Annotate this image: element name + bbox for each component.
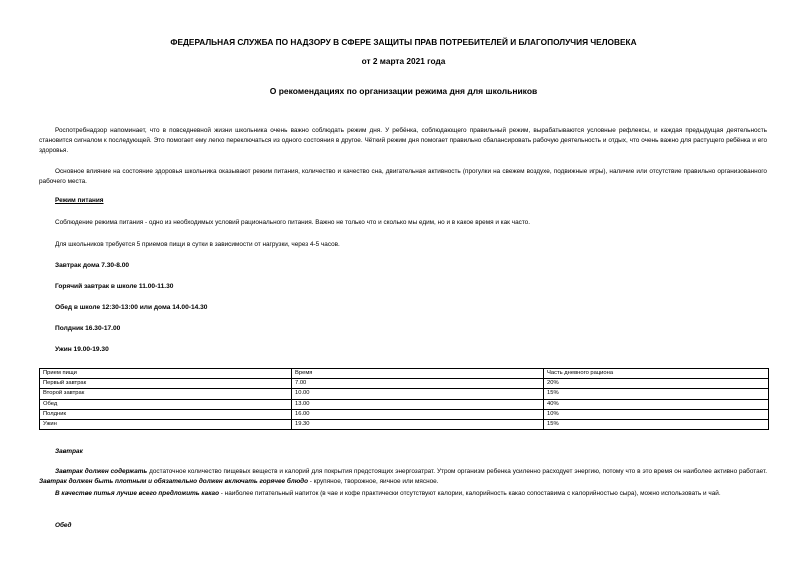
- table-cell: Обед: [40, 399, 292, 409]
- drink-lead: В качестве питья лучше всего предложить какао: [55, 490, 219, 497]
- document-date: от 2 марта 2021 года: [361, 56, 446, 66]
- meal-time-dinner: Ужин 19.00-19.30: [55, 346, 109, 353]
- breakfast-text-b: - крупяное, творожное, яичное или мясное.: [308, 478, 439, 485]
- table-cell: Первый завтрак: [40, 379, 292, 389]
- table-cell: 16.00: [292, 409, 544, 419]
- table-row: [40, 389, 769, 399]
- nutrition-paragraph-1: Соблюдение режима питания - одно из необходимых условий рационального питания. Важно не только что и сколько мы едим, но и в какое время и как часто.: [55, 219, 531, 226]
- table-cell: 10%: [544, 409, 769, 419]
- breakfast-paragraph-1: [39, 467, 767, 487]
- table-row: [40, 379, 769, 389]
- nutrition-paragraph-2: Для школьников требуется 5 приемов пищи в сутки в зависимости от нагрузки, через 4-5 часов.: [55, 241, 340, 248]
- table-cell: Второй завтрак: [40, 389, 292, 399]
- table-header-cell: Часть дневного рациона: [544, 369, 769, 379]
- breakfast-text-a: достаточное количество пищевых веществ и калорий для покрытия предстоящих энергозатрат. Утром организм ребенка усиленно расходует энергию, потому что в это время он наиболее активно работает.: [147, 468, 767, 475]
- nutrition-heading: Режим питания: [55, 197, 104, 204]
- intro-paragraph-2: Основное влияние на состояние здоровья школьника оказывают режим питания, количество и качество сна, двигательная активность (прогулки на свежем воздухе, подвижные игры), наличие или отсутствие правильно организованного рабочего места.: [39, 168, 767, 185]
- table-cell: 20%: [544, 379, 769, 389]
- table-cell: 13.00: [292, 399, 544, 409]
- table-cell: Ужин: [40, 419, 292, 429]
- table-row: [40, 419, 769, 429]
- meal-time-hot-breakfast: Горячий завтрак в школе 11.00-11.30: [55, 283, 174, 290]
- lunch-heading: Обед: [55, 522, 72, 529]
- table-header-cell: Прием пищи: [40, 369, 292, 379]
- meal-time-snack: Полдник 16.30-17.00: [55, 325, 121, 332]
- drink-text: - наиболее питательный напиток (в чае и кофе практически отсутствуют калории, калорийность какао сопоставима с калорийностью сыра), можно использовать и чай.: [219, 490, 721, 497]
- table-cell: 40%: [544, 399, 769, 409]
- table-cell: 7.00: [292, 379, 544, 389]
- table-cell: Полдник: [40, 409, 292, 419]
- table-row: [40, 409, 769, 419]
- breakfast-lead: Завтрак должен содержать: [55, 468, 148, 475]
- breakfast-emphasis: Завтрак должен быть плотным и обязательно должен включать горячее блюдо: [39, 478, 309, 485]
- breakfast-paragraph-2: [39, 489, 767, 499]
- table-cell: 15%: [544, 389, 769, 399]
- agency-heading: ФЕДЕРАЛЬНАЯ СЛУЖБА ПО НАДЗОРУ В СФЕРЕ ЗАЩИТЫ ПРАВ ПОТРЕБИТЕЛЕЙ И БЛАГОПОЛУЧИЯ ЧЕЛОВЕКА: [170, 37, 637, 47]
- meal-time-breakfast: Завтрак дома 7.30-8.00: [55, 262, 130, 269]
- intro-paragraph-1: Роспотребнадзор напоминает, что в повседневной жизни школьника очень важно соблюдать режим дня. У ребёнка, соблюдающего правильный режим, вырабатываются условные рефлексы, и каждая предыдущая деятельность становится сигналом к последующей. Это помогает ему легко переключаться из одного состояния в другое. Чёткий режим дня помогает правильно сбалансировать рабочую деятельность и отдых, что очень важно для растущего ребёнка и его здоровья.: [39, 127, 767, 154]
- meal-schedule-table: [39, 368, 769, 430]
- table-row: [40, 399, 769, 409]
- table-cell: 10.00: [292, 389, 544, 399]
- table-header-row: [40, 369, 769, 379]
- meal-time-lunch: Обед в школе 12:30-13:00 или дома 14.00-14.30: [55, 304, 208, 311]
- table-cell: 19.30: [292, 419, 544, 429]
- breakfast-heading: Завтрак: [55, 448, 83, 455]
- table-cell: 15%: [544, 419, 769, 429]
- table-header-cell: Время: [292, 369, 544, 379]
- document-title: О рекомендациях по организации режима дня для школьников: [269, 86, 538, 96]
